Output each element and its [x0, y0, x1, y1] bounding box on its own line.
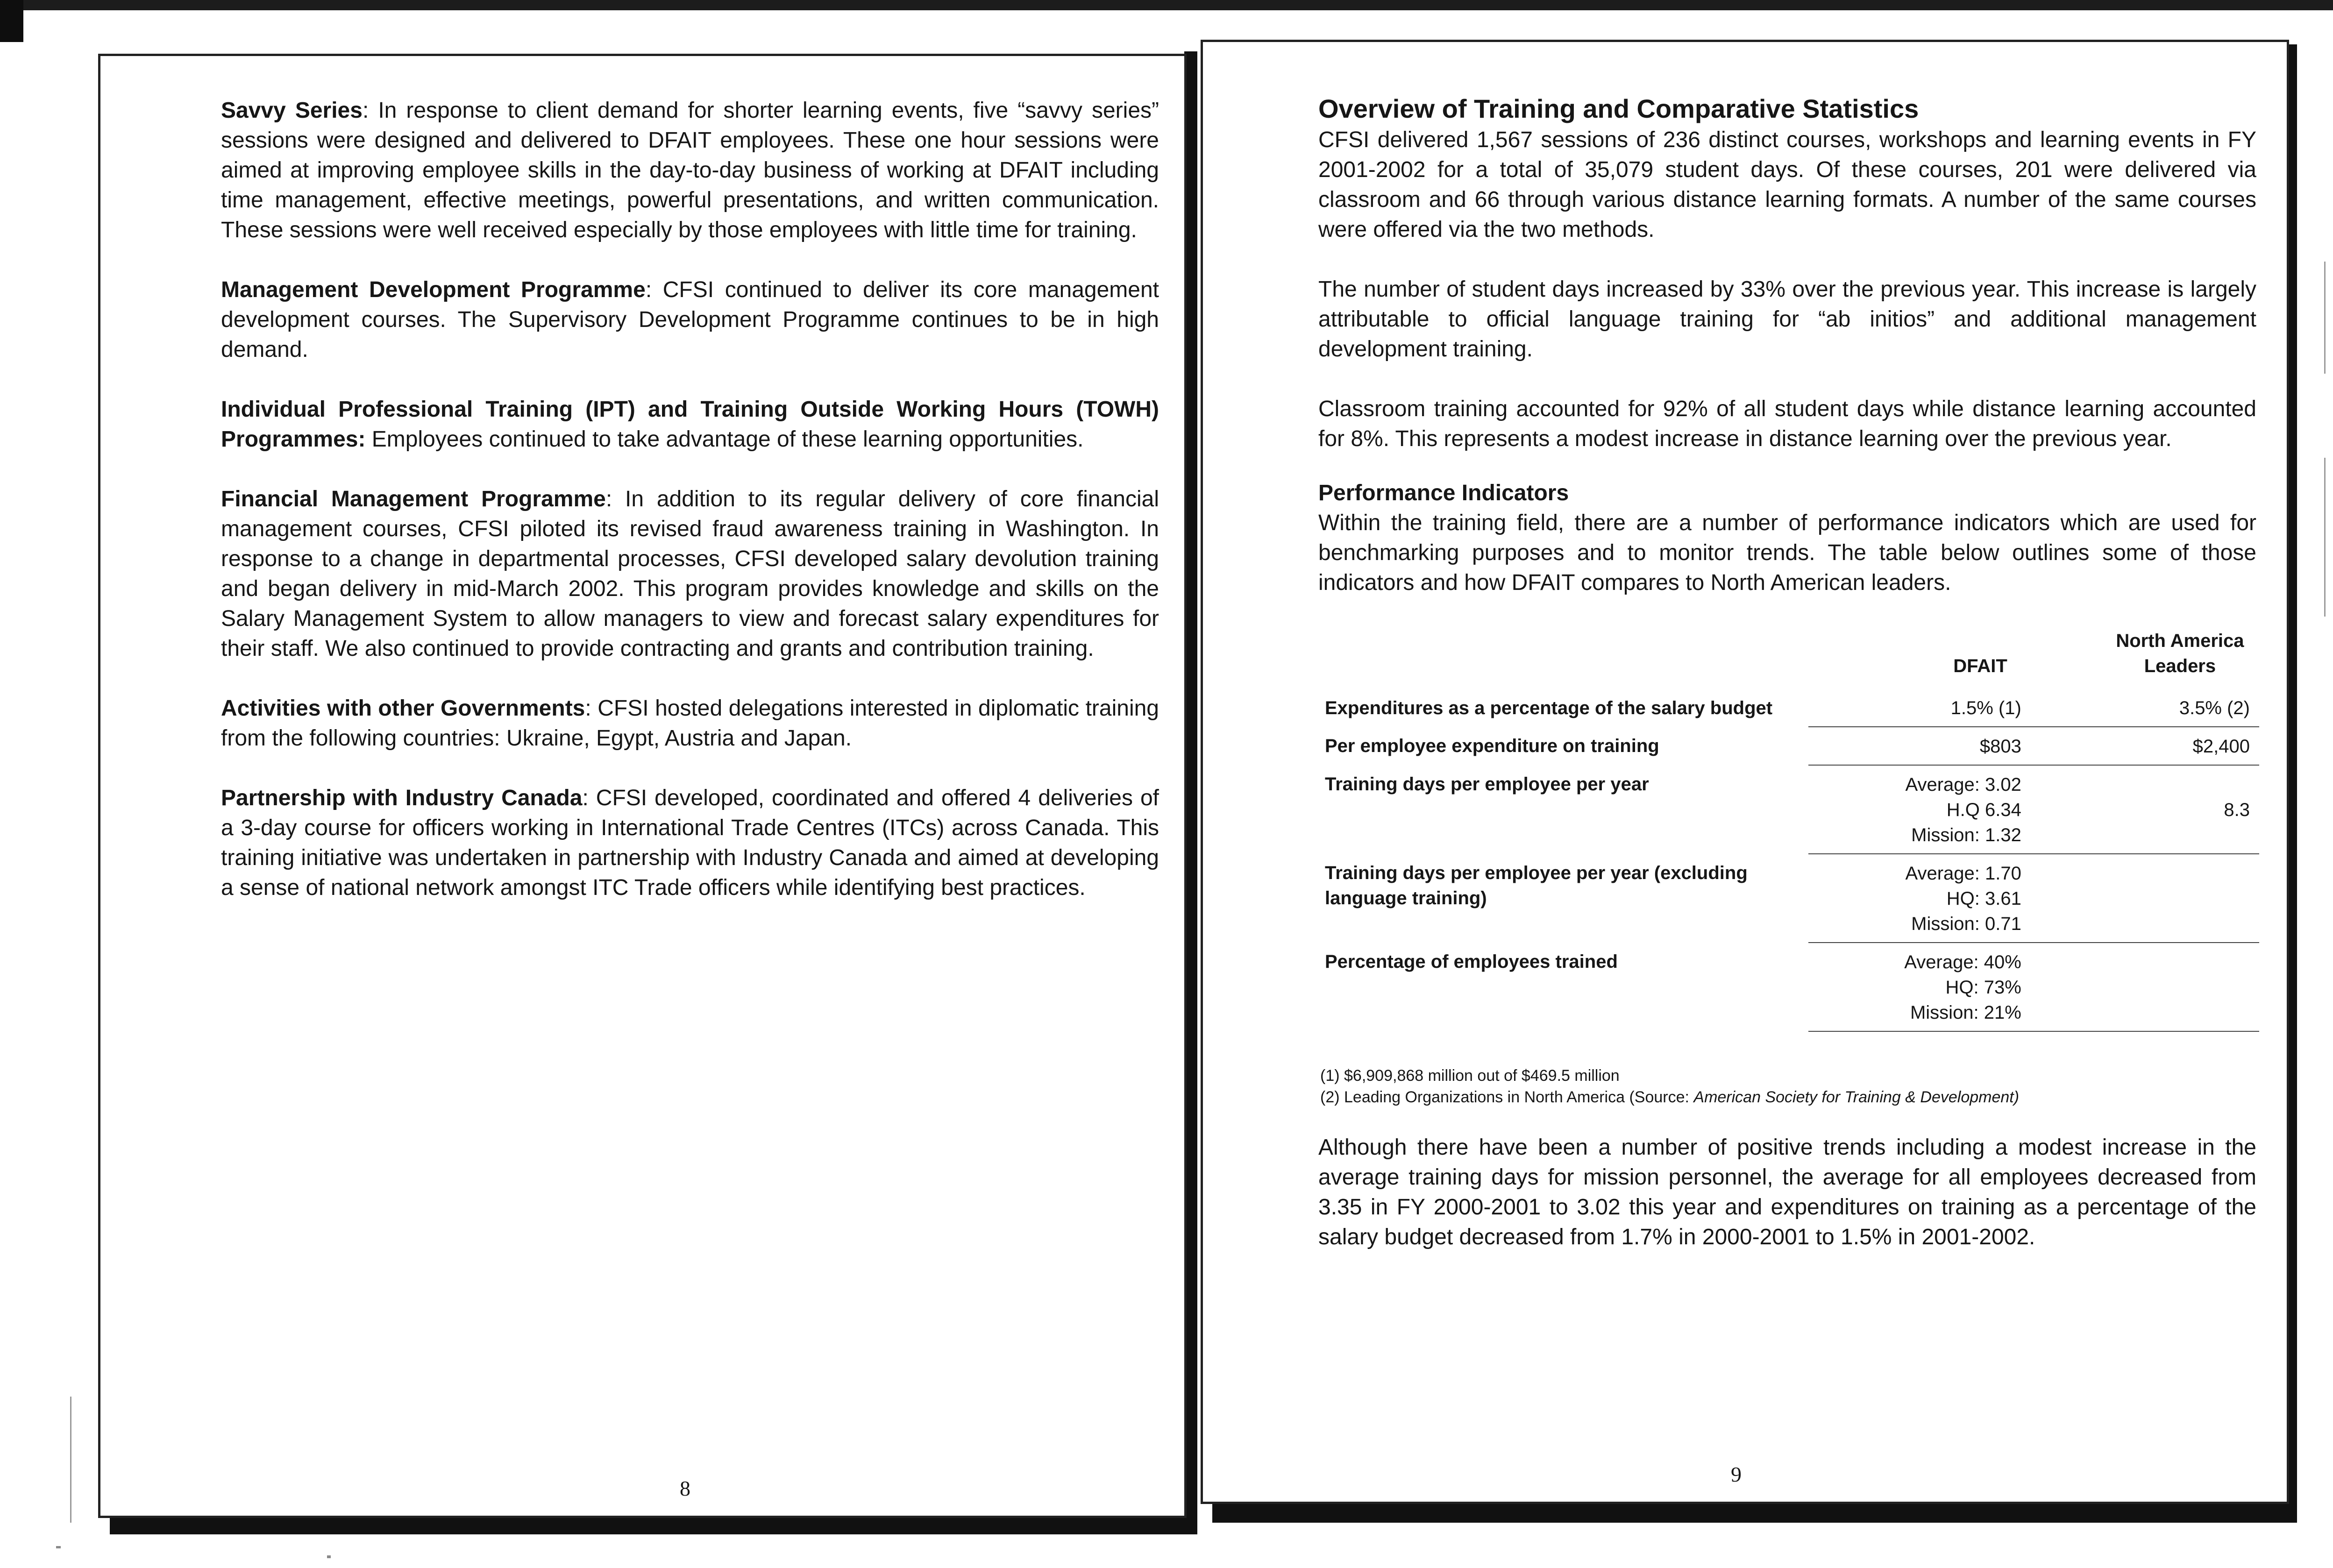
- table-row: [1325, 943, 2259, 1031]
- dfait-value-cell: [1808, 854, 2072, 943]
- table-footnotes: [1320, 1065, 2019, 1108]
- scan-speck: [56, 1546, 61, 1548]
- dfait-value-cell: [1808, 765, 2072, 854]
- table-row: [1325, 765, 2259, 854]
- scan-corner-mark: [0, 0, 23, 42]
- closing-paragraph: Although there have been a number of positive trends including a modest increase in the average training days for mission personnel, the average for all employees decreased from 3.35 in FY 2000-2001 to 3.02 this year and expenditures on training as a percentage of the salary budget decreased from 1.7% in 2000-2001 to 1.5% in 2001-2002.: [1318, 1135, 2256, 1249]
- table-header-indicator: [1325, 628, 1808, 689]
- paragraph-ipt-towh: [221, 395, 1159, 454]
- indicator-label: Training days per employee per year: [1325, 774, 1649, 795]
- dfait-value: Mission: 0.71: [1911, 914, 2021, 934]
- table-row: [1325, 854, 2259, 943]
- intro-paragraph: The number of student days increased by 33% over the previous year. This increase is largely attributable to official language training for “ab initios” and additional management development training.: [1318, 277, 2256, 362]
- dfait-value: Mission: 1.32: [1911, 825, 2021, 845]
- na-leaders-value-cell: [2073, 689, 2259, 727]
- indicator-label: Expenditures as a percentage of the salary budget: [1325, 698, 1773, 718]
- footnote-2-source: American Society for Training & Development): [1693, 1088, 2020, 1106]
- scan-edge-line: [70, 1397, 71, 1523]
- paragraph-management-development: [221, 275, 1159, 365]
- dfait-value: HQ: 3.61: [1946, 888, 2021, 909]
- dfait-value: 1.5% (1): [1950, 698, 2021, 718]
- paragraph-other-governments: [221, 694, 1159, 753]
- dfait-value: Mission: 21%: [1910, 1002, 2021, 1023]
- paragraph-text: : In response to client demand for shorter learning events, five “savvy series” sessions were designed and delivered to DFAIT employees. These one hour sessions were aimed at improving employee skills in the day-to-day business of working at DFAIT including time management, effective meetings, powerful presentations, and written communication. These sessions were well received especially by those employees with little time for training.: [221, 98, 1159, 242]
- scan-edge-line: [2324, 458, 2326, 617]
- scan-top-edge: [0, 0, 2333, 10]
- intro-paragraph: Classroom training accounted for 92% of all student days while distance learning accounted for 8%. This represents a modest increase in distance learning over the previous year.: [1318, 397, 2256, 451]
- scan-edge-line: [2324, 262, 2326, 374]
- table-header-dfait: DFAIT: [1953, 656, 2007, 676]
- dfait-value-cell: [1808, 727, 2072, 765]
- performance-heading: Performance Indicators: [1318, 481, 1569, 505]
- page-number-left: 8: [680, 1476, 690, 1500]
- paragraph-text: Employees continued to take advantage of these learning opportunities.: [365, 427, 1084, 452]
- dfait-value: Average: 1.70: [1905, 863, 2021, 884]
- na-leaders-value: $2,400: [2192, 736, 2250, 757]
- dfait-value: HQ: 73%: [1945, 977, 2021, 998]
- dfait-value-cell: [1808, 943, 2072, 1031]
- na-leaders-value-cell: [2073, 854, 2259, 943]
- closing-paragraph-block: [1318, 1133, 2256, 1282]
- footnote-2: [1320, 1086, 2019, 1108]
- na-leaders-value: 3.5% (2): [2179, 698, 2250, 718]
- performance-text: Within the training field, there are a number of performance indicators which are used for benchmarking purposes and to monitor trends. The table below outlines some of those indicators and how DFAIT compares to North American leaders.: [1318, 511, 2256, 595]
- left-page-body: [221, 96, 1159, 933]
- performance-paragraph: [1318, 478, 2256, 598]
- na-leaders-value-cell: [2073, 943, 2259, 1031]
- table-header-row: [1325, 628, 2259, 689]
- dfait-value-cell: [1808, 689, 2072, 727]
- table-row: [1325, 727, 2259, 765]
- table-header-na-leaders: North America Leaders: [2116, 631, 2244, 676]
- paragraph-text: : CFSI developed, coordinated and offered 4 deliveries of a 3-day course for officers working in International Trade Centres (ITCs) across Canada. This training initiative was undertaken in partnership with Industry Canada and aimed at developing a sense of national network amongst ITC Trade officers while identifying best practices.: [221, 786, 1159, 900]
- paragraph-heading: Individual Professional Training (IPT) and Training Outside Working Hours (TOWH) Programmes:: [221, 397, 1159, 452]
- intro-paragraph: CFSI delivered 1,567 sessions of 236 distinct courses, workshops and learning events in FY 2001-2002 for a total of 35,079 student days. Of these courses, 201 were delivered via classroom and 66 through various distance learning formats. A number of the same courses were offered via the two methods.: [1318, 128, 2256, 242]
- paragraph-heading: Partnership with Industry Canada: [221, 786, 583, 810]
- paragraph-heading: Activities with other Governments: [221, 696, 585, 721]
- paragraph-heading: Management Development Programme: [221, 277, 646, 302]
- na-leaders-value: 8.3: [2224, 800, 2250, 820]
- table-row: [1325, 689, 2259, 727]
- footnote-2-prefix: (2) Leading Organizations in North America (Source:: [1320, 1088, 1694, 1106]
- performance-indicators-table: [1325, 628, 2259, 1032]
- paragraph-financial-management: [221, 484, 1159, 664]
- indicator-label: Training days per employee per year (excluding language training): [1325, 863, 1748, 908]
- paragraph-text: : CFSI hosted delegations interested in diplomatic training from the following countries: Ukraine, Egypt, Austria and Japan.: [221, 696, 1159, 751]
- indicator-label: Per employee expenditure on training: [1325, 736, 1659, 756]
- right-page-intro: [1318, 125, 2256, 628]
- paragraph-text: : In addition to its regular delivery of core financial management courses, CFSI piloted its revised fraud awareness training in Washington. In response to a change in departmental processes, CFSI developed salary devolution training and began delivery in mid-March 2002. This program provides knowledge and skills on the Salary Management System to allow managers to view and forecast salary expenditures for their staff. We also continued to provide contracting and grants and contribution training.: [221, 487, 1159, 661]
- paragraph-heading: Savvy Series: [221, 98, 363, 123]
- section-title: Overview of Training and Comparative Statistics: [1318, 94, 1919, 123]
- paragraph-text: : CFSI continued to deliver its core management development courses. The Supervisory Development Programme continues to be in high demand.: [221, 277, 1159, 362]
- dfait-value: Average: 40%: [1904, 952, 2021, 972]
- paragraph-heading: Financial Management Programme: [221, 487, 606, 511]
- paragraph-industry-canada: [221, 783, 1159, 903]
- right-page-shadow-bottom: [1212, 1502, 2289, 1523]
- na-leaders-value-cell: [2073, 765, 2259, 854]
- dfait-value: Average: 3.02: [1905, 774, 2021, 795]
- na-leaders-value-cell: [2073, 727, 2259, 765]
- paragraph-savvy-series: [221, 96, 1159, 245]
- page-number-right: 9: [1731, 1462, 1742, 1486]
- scan-speck: [327, 1555, 331, 1558]
- dfait-value: H.Q 6.34: [1946, 800, 2021, 820]
- indicator-label: Percentage of employees trained: [1325, 951, 1618, 972]
- footnote-1: (1) $6,909,868 million out of $469.5 million: [1320, 1067, 1620, 1085]
- dfait-value: $803: [1979, 736, 2021, 757]
